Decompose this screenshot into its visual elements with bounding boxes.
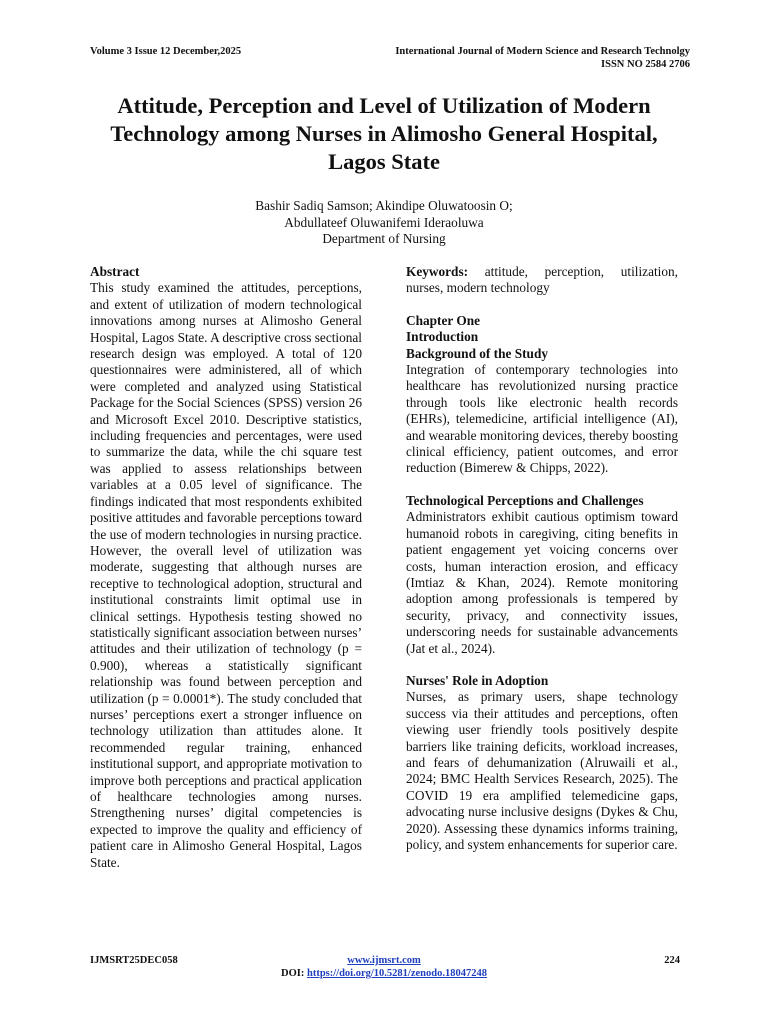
keywords-text: attitude, perception, utilization, nurses, modern technology: [406, 264, 678, 296]
title-line-1: Attitude, Perception and Level of Utilization of Modern: [117, 93, 651, 118]
page-number: 224: [664, 955, 680, 966]
section-heading-background: Background of the Study: [406, 345, 548, 361]
author-block: [84, 198, 684, 248]
paper-title: [84, 92, 684, 176]
section-heading-nurses-role: Nurses' Role in Adoption: [406, 672, 549, 688]
abstract-column: [90, 264, 362, 871]
abstract-text: This study examined the attitudes, perceptions, and extent of utilization of modern technological innovations among nurses at Alimosho General Hospital, Lagos State. A descriptive cross sectional research design was employed. A total of 120 questionnaires were administered, all of which were completed and analyzed using Statistical Package for the Social Sciences (SPSS) version 26 and Microsoft Excel 2010. Descriptive statistics, including frequencies and percentages, were used to summarize the data, while the chi square test was applied to assess relationships between variables at a 0.05 level of significance. The findings indicated that most respondents exhibited positive attitudes and favorable perceptions toward the use of modern technologies in nursing practice. However, the overall level of utilization was moderate, suggesting that although nurses are receptive to technological adoption, structural and institutional constraints limit optimal use in clinical settings. Hypothesis testing showed no statistically significant association between nurses’ attitudes and their utilization of technology (p = 0.900), whereas a statistically significant relationship was found between perception and utilization (p = 0.0001*). The study concluded that nurses’ perceptions exert a stronger influence on technology utilization than attitudes alone. It recommended regular training, enhanced institutional support, and appropriate motivation to improve both perceptions and practical application of healthcare technologies among nurses. Strengthening nurses’ digital competencies is expected to improve the quality and efficiency of patient care in Alimosho General Hospital, Lagos State.: [90, 280, 362, 870]
section-text-background: Integration of contemporary technologies into healthcare has revolutionized nursing practice through tools like electronic health records (EHRs), telemedicine, artificial intelligence (AI), and wearable monitoring devices, thereby boosting clinical efficiency, patient outcomes, and error reduction (Bimerew & Chipps, 2022).: [406, 362, 678, 476]
chapter-name: Introduction: [406, 329, 479, 345]
chapter-number: Chapter One: [406, 312, 480, 328]
footer-links: [0, 954, 768, 980]
doi-label: DOI:: [281, 968, 307, 979]
right-column: [406, 264, 678, 853]
article-code: IJMSRT25DEC058: [90, 955, 178, 966]
keywords: [406, 264, 678, 297]
department: Department of Nursing: [322, 231, 446, 246]
title-line-3: Lagos State: [328, 149, 440, 174]
journal-header: [395, 45, 690, 71]
abstract-heading: Abstract: [90, 264, 140, 279]
website-link[interactable]: www.ijmsrt.com: [347, 955, 421, 966]
section-heading-perceptions: Technological Perceptions and Challenges: [406, 492, 644, 508]
section-text-nurses-role: Nurses, as primary users, shape technology success via their attitudes and perceptions, often viewing user friendly tools positively despite barriers like training deficits, workload increases, and fears of dehumanization (Alruwaili et al., 2024; BMC Health Services Research, 2025). The COVID 19 era amplified telemedicine gaps, advocating nurse inclusive designs (Dykes & Chu, 2020). Assessing these dynamics informs training, policy, and system enhancements for superior care.: [406, 689, 678, 852]
author-line-1: Bashir Sadiq Samson; Akindipe Oluwatoosin O;: [255, 198, 513, 213]
section-text-perceptions: Administrators exhibit cautious optimism toward humanoid robots in caregiving, citing benefits in patient engagement yet voicing concerns over costs, human interaction erosion, and efficacy (Imtiaz & Khan, 2024). Remote monitoring adoption among professionals is tempered by security, privacy, and connectivity issues, underscoring needs for sustainable advancements (Jat et al., 2024).: [406, 509, 678, 656]
volume-issue: Volume 3 Issue 12 December,2025: [90, 46, 242, 57]
author-line-2: Abdullateef Oluwanifemi Ideraoluwa: [284, 214, 484, 230]
title-line-2: Technology among Nurses in Alimosho General Hospital,: [110, 121, 658, 146]
keywords-label: Keywords:: [406, 264, 469, 279]
doi-link[interactable]: https://doi.org/10.5281/zenodo.18047248: [307, 968, 487, 979]
issn-number: ISSN NO 2584 2706: [601, 59, 690, 70]
journal-name: International Journal of Modern Science and Research Technolgy: [395, 46, 690, 57]
